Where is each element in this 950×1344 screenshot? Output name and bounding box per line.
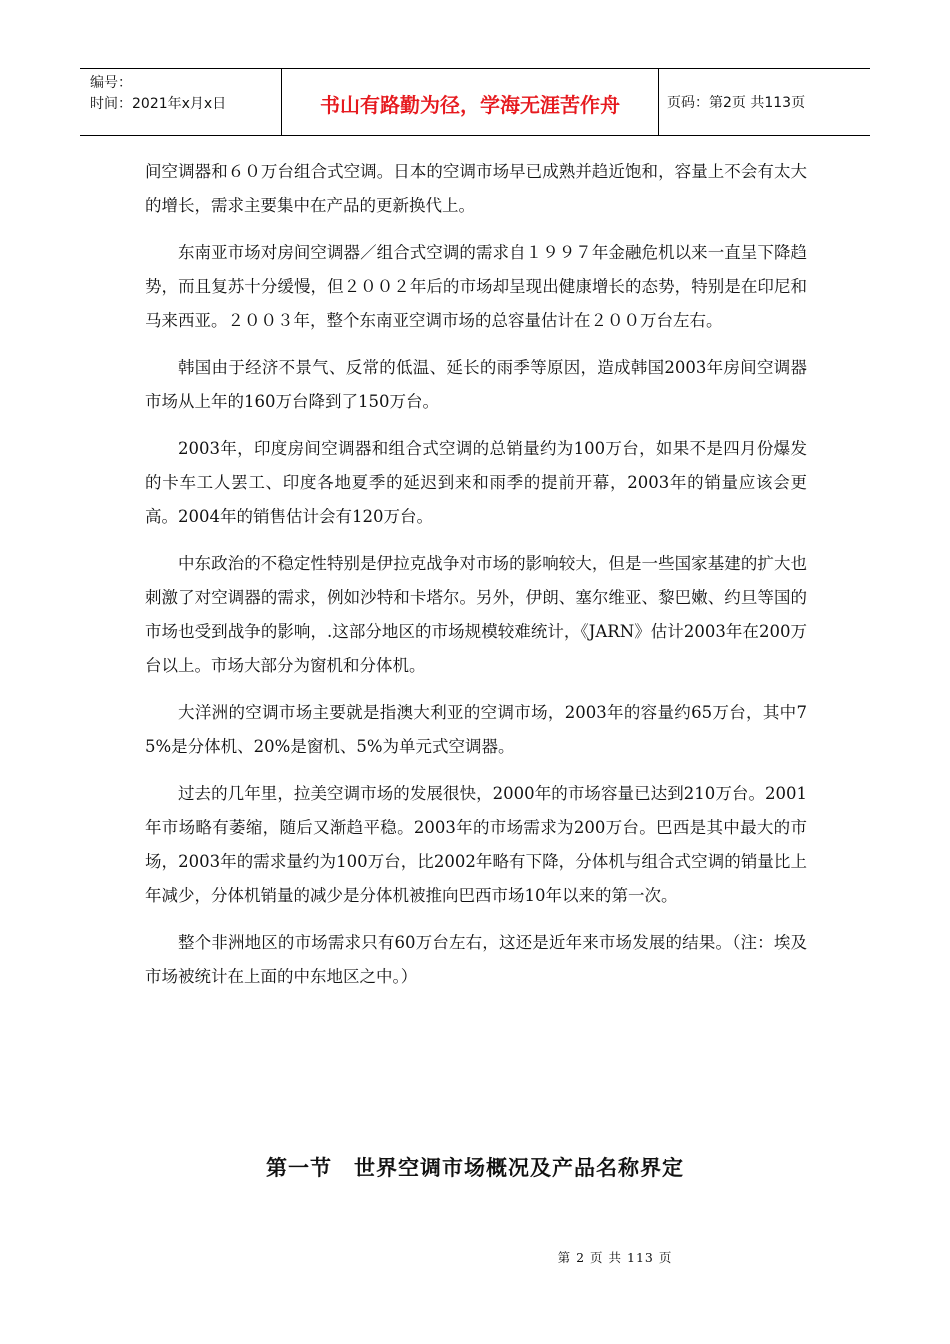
- page-footer: 第 2 页 共 113 页: [557, 1250, 673, 1265]
- paragraph-southeast-asia: 东南亚市场对房间空调器／组合式空调的需求自１９９７年金融危机以来一直呈下降趋势，而且复苏十分缓慢，但２００２年后的市场却呈现出健康增长的态势，特别是在印尼和马来西亚。２００３年，整个东南亚空调市场的总容量估计在２００万台左右。: [145, 243, 807, 330]
- paragraph-korea: 韩国由于经济不景气、反常的低温、延长的雨季等原因，造成韩国2003年房间空调器市场从上年的160万台降到了150万台。: [145, 358, 807, 411]
- paragraph-latin-america: 过去的几年里，拉美空调市场的发展很快，2000年的市场容量已达到210万台。2001年市场略有萎缩，随后又渐趋平稳。2003年的市场需求为200万台。巴西是其中最大的市场，2003年的需求量约为100万台，比2002年略有下降，分体机与组合式空调的销量比上年减少，分体机销量的减少是分体机被推向巴西市场10年以来的第一次。: [145, 784, 807, 905]
- header-meta: [80, 69, 282, 135]
- paragraph-india: 2003年，印度房间空调器和组合式空调的总销量约为100万台，如果不是四月份爆发的卡车工人罢工、印度各地夏季的延迟到来和雨季的提前开幕，2003年的销量应该会更高。2004年的销售估计会有120万台。: [145, 439, 807, 526]
- header-motto: 书山有路勤为径，学海无涯苦作舟: [282, 69, 659, 135]
- document-body: [145, 155, 807, 1007]
- document-code-label: 编号：: [90, 75, 132, 91]
- header-page-number: 页码：第2页 共113页: [667, 95, 806, 111]
- section-heading: 第一节 世界空调市场概况及产品名称界定: [266, 1156, 684, 1180]
- document-time-label: 时间：2021年x月x日: [90, 96, 227, 112]
- paragraph-africa: 整个非洲地区的市场需求只有60万台左右，这还是近年来市场发展的结果。（注：埃及市场被统计在上面的中东地区之中。）: [145, 933, 807, 986]
- paragraph-middle-east: 中东政治的不稳定性特别是伊拉克战争对市场的影响较大，但是一些国家基建的扩大也刺激了对空调器的需求，例如沙特和卡塔尔。另外，伊朗、塞尔维亚、黎巴嫩、约旦等国的市场也受到战争的影响，.这部分地区的市场规模较难统计，《JARN》估计2003年在200万台以上。市场大部分为窗机和分体机。: [145, 554, 807, 675]
- paragraph-japan-continued: 间空调器和６０万台组合式空调。日本的空调市场早已成熟并趋近饱和，容量上不会有太大的增长，需求主要集中在产品的更新换代上。: [145, 162, 807, 215]
- page-header: [80, 68, 870, 136]
- paragraph-oceania: 大洋洲的空调市场主要就是指澳大利亚的空调市场，2003年的容量约65万台，其中75%是分体机、20%是窗机、5%为单元式空调器。: [145, 703, 807, 756]
